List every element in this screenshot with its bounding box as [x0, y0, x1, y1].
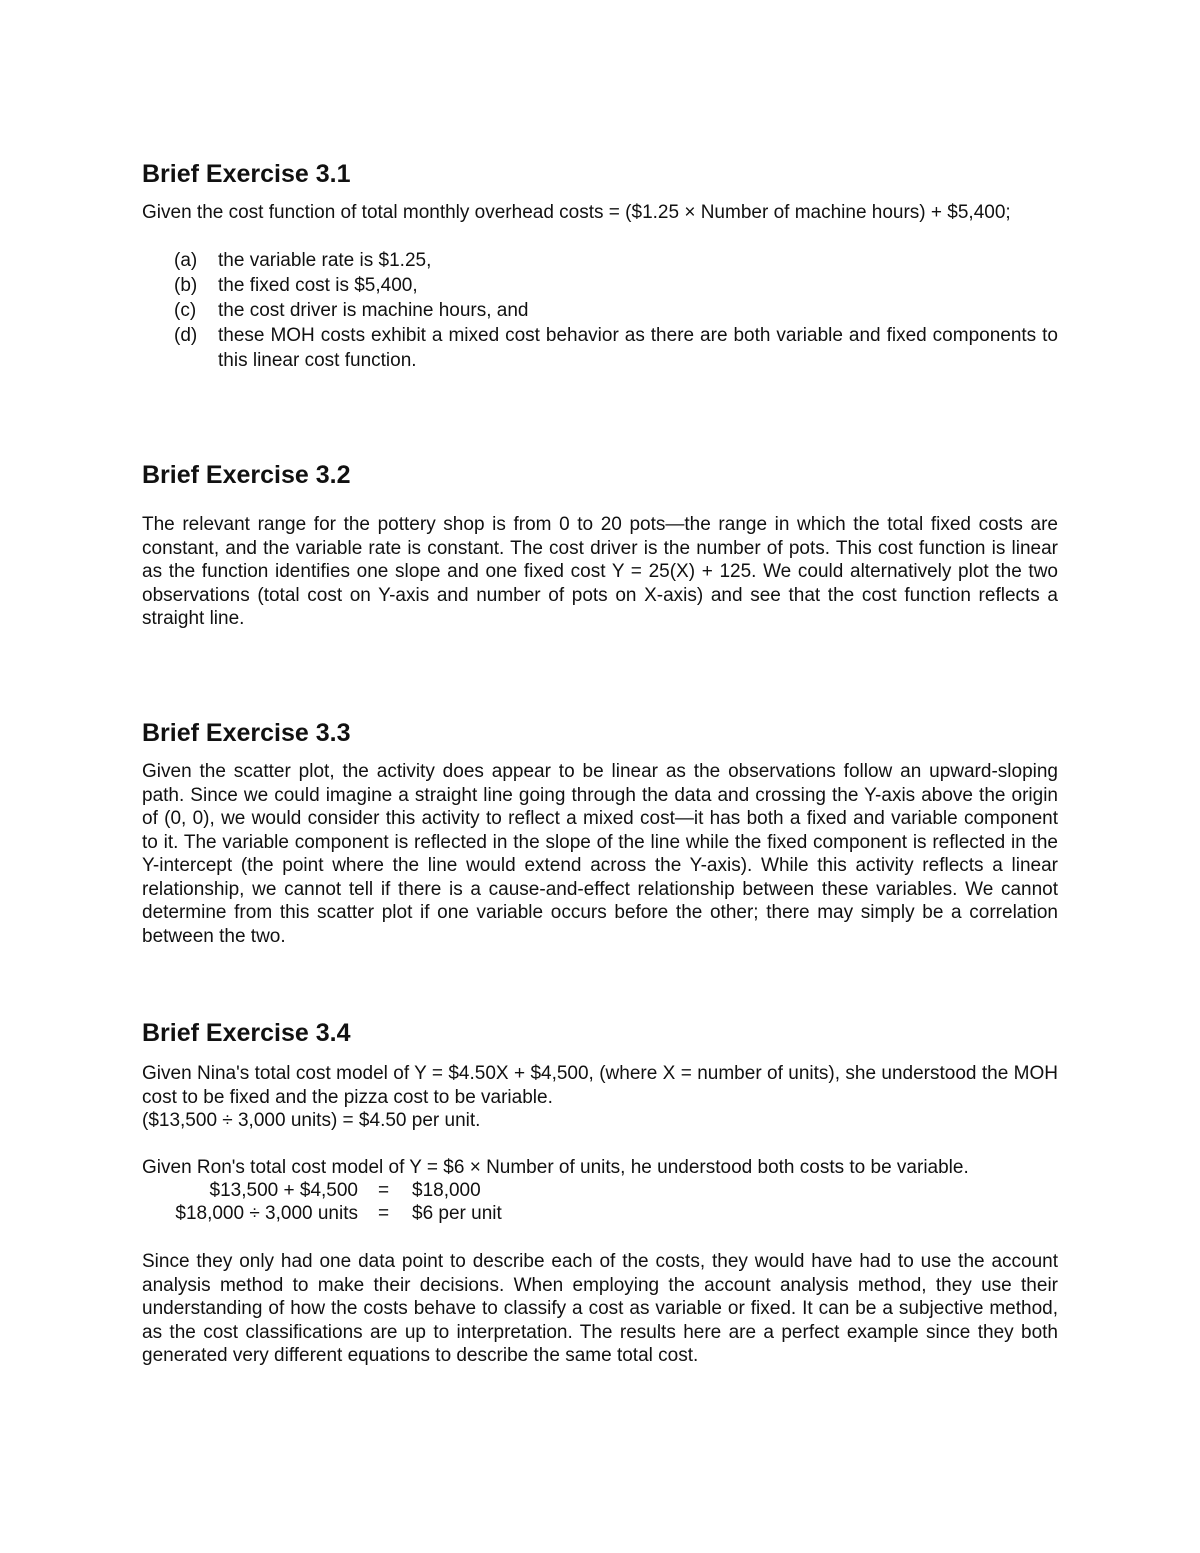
calc-right: $18,000 — [412, 1180, 481, 1201]
calc-left: $18,000 ÷ 3,000 units — [175, 1203, 358, 1224]
list-item-text: the fixed cost is $5,400, — [218, 275, 418, 296]
calc-left: $13,500 + $4,500 — [209, 1180, 358, 1201]
list-item — [174, 248, 1058, 273]
list-item — [174, 323, 1058, 373]
list-item-text: these MOH costs exhibit a mixed cost behavior as there are both variable and fixed components to this linear cost function. — [218, 325, 1058, 371]
heading-exercise-3-3: Brief Exercise 3.3 — [142, 719, 351, 747]
exercise-3-4-ron: Given Ron's total cost model of Y = $6 × Number of units, he understood both costs to be variable. — [142, 1157, 969, 1178]
list-item — [174, 298, 1058, 323]
heading-exercise-3-2: Brief Exercise 3.2 — [142, 461, 351, 489]
list-marker: (d) — [174, 325, 198, 346]
list-marker: (a) — [174, 250, 198, 271]
calc-row — [142, 1202, 358, 1226]
calc-eq: = — [378, 1180, 390, 1201]
calc-eq: = — [378, 1203, 390, 1224]
exercise-3-2-body: The relevant range for the pottery shop is from 0 to 20 pots—the range in which the total fixed costs are constant, and the variable rate is constant. The cost driver is the number of pots. This cost function is linear as the function identifies one slope and one fixed cost Y = 25(X) + 125. We could alternatively plot the two observations (total cost on Y-axis and number of pots on X-axis) and see that the cost function reflects a straight line. — [142, 514, 1058, 629]
list-item — [174, 273, 1058, 298]
calc-row — [142, 1179, 358, 1203]
exercise-3-4-conclusion: Since they only had one data point to describe each of the costs, they would have had to use the account analysis method to make their decisions. When employing the account analysis method, they use their understanding of how the costs behave to classify a cost as variable or fixed. It can be a subjective method, as the cost classifications are up to interpretation. The results here are a perfect example since they both generated very different equations to describe the same total cost. — [142, 1251, 1058, 1366]
heading-exercise-3-4: Brief Exercise 3.4 — [142, 1019, 351, 1047]
list-item-text: the variable rate is $1.25, — [218, 250, 432, 271]
exercise-3-1-list — [174, 248, 1058, 373]
exercise-3-4-nina: Given Nina's total cost model of Y = $4.50X + $4,500, (where X = number of units), she understood the MOH cost to be fixed and the pizza cost to be variable. — [142, 1063, 1058, 1108]
exercise-3-1-intro: Given the cost function of total monthly overhead costs = ($1.25 × Number of machine hours) + $5,400; — [142, 202, 1011, 223]
exercise-3-4-nina-calc: ($13,500 ÷ 3,000 units) = $4.50 per unit. — [142, 1110, 481, 1131]
calc-right: $6 per unit — [412, 1203, 502, 1224]
list-marker: (b) — [174, 275, 198, 296]
list-marker: (c) — [174, 300, 197, 321]
list-item-text: the cost driver is machine hours, and — [218, 300, 529, 321]
exercise-3-3-body: Given the scatter plot, the activity does appear to be linear as the observations follow an upward-sloping path. Since we could imagine a straight line going through the data and crossing the Y-axis above the origin of (0, 0), we would consider this activity to reflect a mixed cost—it has both a fixed and variable component to it. The variable component is reflected in the slope of the line while the fixed component is reflected in the Y-intercept (the point where the line would extend across the Y-axis). While this activity reflects a linear relationship, we cannot tell if there is a cause-and-effect relationship between these variables. We cannot determine from this scatter plot if one variable occurs before the other; there may simply be a correlation between the two. — [142, 761, 1058, 947]
heading-exercise-3-1: Brief Exercise 3.1 — [142, 160, 351, 188]
